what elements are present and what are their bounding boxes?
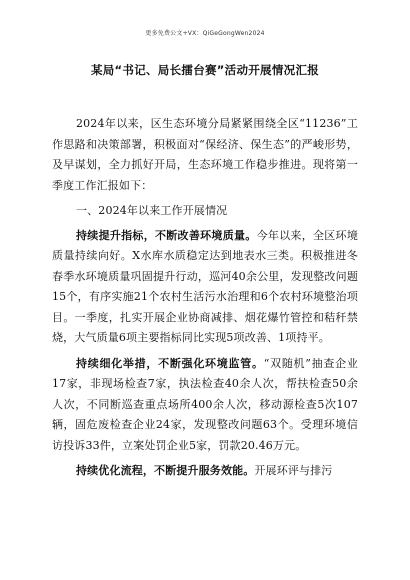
intro-paragraph: 2024年以来，区生态环境分局紧紧围绕全区“11236”工作思路和决策部署，积极面对“保经济、保生态”的严峻形势，及早谋划，全力抓好开局，生态环境工作稳步推进。现将第一季度工作汇报如下： <box>52 117 358 192</box>
paragraph-supervision <box>52 354 358 457</box>
document-title: 某局“书记、局长擂台赛”活动开展情况汇报 <box>90 63 320 77</box>
document-body <box>52 114 358 487</box>
paragraph-lead: 持续优化流程，不断提升服务效能。 <box>76 464 255 477</box>
paragraph-lead: 持续细化举措，不断强化环境监管。 <box>76 356 264 370</box>
paragraph-environment-quality <box>52 226 358 349</box>
paragraph-text: 今年以来，全区环境质量持续向好。X水库水质稳定达到地表水三类。积极推进冬春季水环境质量巩固提升行动，巡河40余公里，发现整改问题15个，有序实施21个农村生活污水治理和6个农村环境整治项目。一季度，扎实开展企业协商减排、烟花爆竹管控和秸秆禁烧，大气质量6项主要指标同比实现5项改善、1项持平。 <box>52 228 358 344</box>
section-heading: 一、2024年以来工作开展情况 <box>76 204 228 217</box>
paragraph-text: 开展环评与排污 <box>254 464 333 477</box>
paragraph-lead: 持续提升指标，不断改善环境质量。 <box>76 228 257 242</box>
paragraph-text: “双随机”抽查企业17家，非现场检查7家，执法检查40余人次，帮扶检查50余人次，不同断巡查重点场所400余人次，移动源检查5次107辆，固危废检查企业24家，发现整改问题63个。受理环境信访投诉33件，立案处罚企业5家，罚款20.46万元。 <box>52 356 358 452</box>
header-note: 更多免费公文+VX：QiGeGongWen2024 <box>145 30 265 37</box>
paragraph-service <box>52 461 358 482</box>
